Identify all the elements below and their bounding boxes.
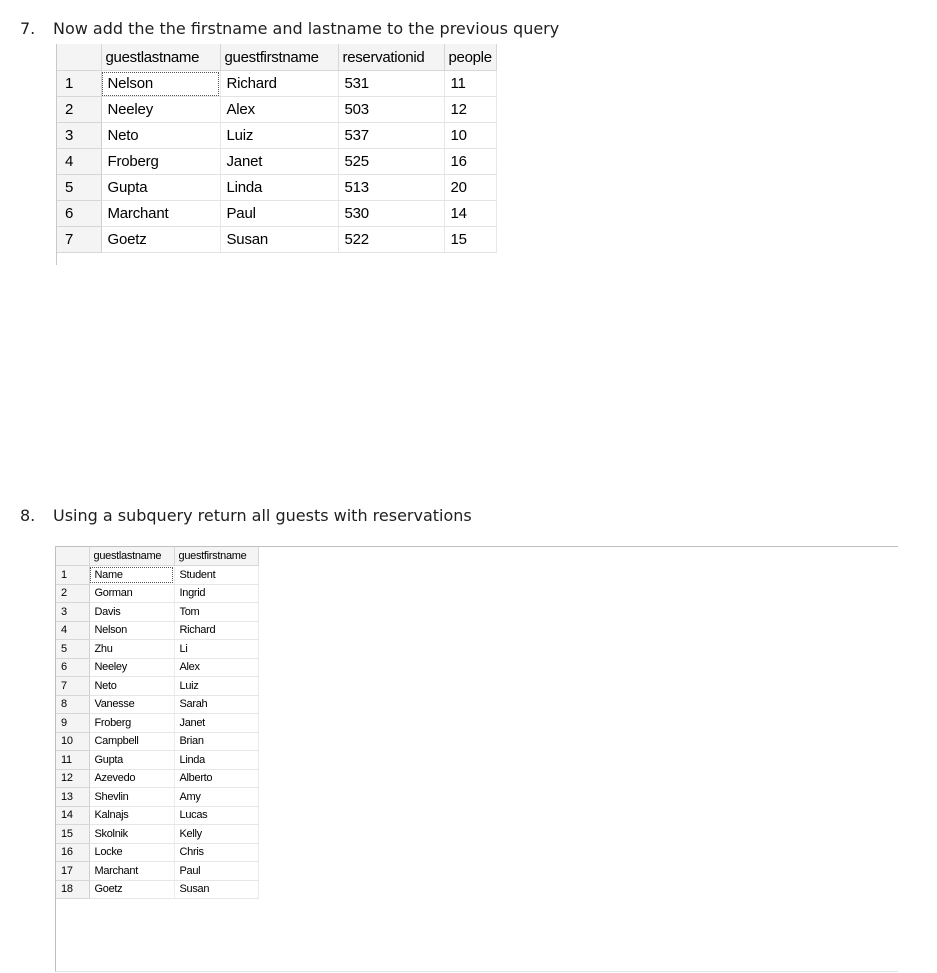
table-row	[56, 769, 258, 788]
table-row	[56, 825, 258, 844]
cell-guestfirstname[interactable]: Alberto	[174, 769, 258, 788]
table-row	[56, 658, 258, 677]
row-number[interactable]: 9	[56, 714, 89, 733]
row-number[interactable]: 2	[57, 97, 101, 123]
cell-reservationid[interactable]: 537	[338, 123, 444, 149]
cell-guestlastname[interactable]: Nelson	[89, 621, 174, 640]
table-row	[56, 751, 258, 770]
question-7	[20, 19, 559, 38]
table-row	[56, 566, 258, 585]
results-table	[57, 44, 497, 253]
row-number[interactable]: 2	[56, 584, 89, 603]
row-number[interactable]: 18	[56, 880, 89, 899]
column-header-guestfirstname[interactable]: guestfirstname	[174, 547, 258, 566]
cell-guestlastname[interactable]: Froberg	[89, 714, 174, 733]
table-row	[56, 640, 258, 659]
row-number[interactable]: 3	[56, 603, 89, 622]
table-row	[56, 880, 258, 899]
column-header-reservationid[interactable]: reservationid	[338, 44, 444, 71]
table-row	[56, 862, 258, 881]
table-row	[57, 175, 496, 201]
table-row	[56, 584, 258, 603]
cell-guestlastname[interactable]: Shevlin	[89, 788, 174, 807]
row-number[interactable]: 3	[57, 123, 101, 149]
cell-guestfirstname[interactable]: Chris	[174, 843, 258, 862]
row-number[interactable]: 12	[56, 769, 89, 788]
table-row	[56, 843, 258, 862]
cell-guestlastname[interactable]: Neto	[101, 123, 220, 149]
cell-guestlastname[interactable]: Goetz	[89, 880, 174, 899]
cell-guestfirstname[interactable]: Susan	[174, 880, 258, 899]
cell-guestlastname[interactable]: Gupta	[89, 751, 174, 770]
cell-guestfirstname[interactable]: Li	[174, 640, 258, 659]
cell-guestlastname[interactable]: Nelson	[101, 71, 220, 97]
cell-people[interactable]: 20	[444, 175, 496, 201]
cell-people[interactable]: 10	[444, 123, 496, 149]
row-number[interactable]: 16	[56, 843, 89, 862]
cell-guestlastname[interactable]: Davis	[89, 603, 174, 622]
table-row	[57, 97, 496, 123]
cell-guestfirstname[interactable]: Janet	[220, 149, 338, 175]
row-number[interactable]: 6	[57, 201, 101, 227]
cell-guestfirstname[interactable]: Luiz	[220, 123, 338, 149]
grid-corner[interactable]	[57, 44, 101, 71]
row-number[interactable]: 5	[57, 175, 101, 201]
cell-people[interactable]: 15	[444, 227, 496, 253]
cell-guestlastname[interactable]: Froberg	[101, 149, 220, 175]
question-8	[20, 506, 472, 525]
cell-guestlastname[interactable]: Campbell	[89, 732, 174, 751]
question-number: 8.	[20, 506, 36, 525]
cell-guestfirstname[interactable]: Kelly	[174, 825, 258, 844]
cell-guestfirstname[interactable]: Alex	[220, 97, 338, 123]
question-text: Now add the the firstname and lastname to the previous query	[53, 19, 560, 38]
cell-guestlastname[interactable]: Gorman	[89, 584, 174, 603]
cell-guestfirstname[interactable]: Paul	[174, 862, 258, 881]
header-row	[56, 547, 258, 566]
cell-guestfirstname[interactable]: Tom	[174, 603, 258, 622]
row-number[interactable]: 11	[56, 751, 89, 770]
column-header-people[interactable]: people	[444, 44, 496, 71]
grid-corner[interactable]	[56, 547, 89, 566]
row-number[interactable]: 15	[56, 825, 89, 844]
cell-guestlastname[interactable]: Gupta	[101, 175, 220, 201]
cell-reservationid[interactable]: 503	[338, 97, 444, 123]
row-number[interactable]: 10	[56, 732, 89, 751]
cell-guestfirstname[interactable]: Susan	[220, 227, 338, 253]
cell-guestfirstname[interactable]: Paul	[220, 201, 338, 227]
table-row	[56, 621, 258, 640]
cell-guestfirstname[interactable]: Amy	[174, 788, 258, 807]
cell-guestfirstname[interactable]: Sarah	[174, 695, 258, 714]
row-number[interactable]: 8	[56, 695, 89, 714]
table-row	[56, 714, 258, 733]
row-number[interactable]: 7	[56, 677, 89, 696]
cell-guestlastname[interactable]: Goetz	[101, 227, 220, 253]
cell-guestlastname[interactable]: Vanesse	[89, 695, 174, 714]
cell-people[interactable]: 11	[444, 71, 496, 97]
row-number[interactable]: 4	[57, 149, 101, 175]
cell-guestlastname[interactable]: Marchant	[89, 862, 174, 881]
row-number[interactable]: 17	[56, 862, 89, 881]
table-row	[57, 201, 496, 227]
cell-guestlastname[interactable]: Kalnajs	[89, 806, 174, 825]
results-grid-query-8[interactable]	[55, 546, 898, 972]
cell-reservationid[interactable]: 525	[338, 149, 444, 175]
cell-guestlastname[interactable]: Neeley	[101, 97, 220, 123]
header-row	[57, 44, 496, 71]
results-grid-query-7[interactable]	[56, 44, 497, 265]
row-number[interactable]: 6	[56, 658, 89, 677]
column-header-guestlastname[interactable]: guestlastname	[101, 44, 220, 71]
row-number[interactable]: 1	[57, 71, 101, 97]
column-header-guestlastname[interactable]: guestlastname	[89, 547, 174, 566]
row-number[interactable]: 7	[57, 227, 101, 253]
table-row	[57, 123, 496, 149]
table-row	[56, 732, 258, 751]
cell-guestfirstname[interactable]: Alex	[174, 658, 258, 677]
cell-guestlastname[interactable]: Zhu	[89, 640, 174, 659]
row-number[interactable]: 5	[56, 640, 89, 659]
question-text: Using a subquery return all guests with reservations	[53, 506, 472, 525]
table-row	[57, 71, 496, 97]
cell-guestfirstname[interactable]: Janet	[174, 714, 258, 733]
cell-guestlastname[interactable]: Locke	[89, 843, 174, 862]
row-number[interactable]: 14	[56, 806, 89, 825]
cell-reservationid[interactable]: 531	[338, 71, 444, 97]
cell-guestfirstname[interactable]: Richard	[220, 71, 338, 97]
cell-guestlastname[interactable]: Neto	[89, 677, 174, 696]
cell-reservationid[interactable]: 522	[338, 227, 444, 253]
cell-people[interactable]: 16	[444, 149, 496, 175]
cell-people[interactable]: 14	[444, 201, 496, 227]
row-number[interactable]: 1	[56, 566, 89, 585]
cell-guestfirstname[interactable]: Ingrid	[174, 584, 258, 603]
table-row	[56, 695, 258, 714]
cell-guestfirstname[interactable]: Richard	[174, 621, 258, 640]
cell-guestfirstname[interactable]: Lucas	[174, 806, 258, 825]
cell-guestlastname[interactable]: Name	[89, 566, 174, 585]
cell-guestfirstname[interactable]: Brian	[174, 732, 258, 751]
table-row	[56, 806, 258, 825]
question-number: 7.	[20, 19, 36, 38]
cell-guestlastname[interactable]: Azevedo	[89, 769, 174, 788]
cell-reservationid[interactable]: 530	[338, 201, 444, 227]
table-row	[57, 149, 496, 175]
table-row	[56, 603, 258, 622]
cell-guestfirstname[interactable]: Luiz	[174, 677, 258, 696]
row-number[interactable]: 4	[56, 621, 89, 640]
cell-guestlastname[interactable]: Neeley	[89, 658, 174, 677]
table-row	[56, 788, 258, 807]
column-header-guestfirstname[interactable]: guestfirstname	[220, 44, 338, 71]
row-number[interactable]: 13	[56, 788, 89, 807]
cell-guestlastname[interactable]: Marchant	[101, 201, 220, 227]
cell-guestfirstname[interactable]: Student	[174, 566, 258, 585]
table-row	[57, 227, 496, 253]
cell-reservationid[interactable]: 513	[338, 175, 444, 201]
table-row	[56, 677, 258, 696]
cell-guestlastname[interactable]: Skolnik	[89, 825, 174, 844]
cell-guestfirstname[interactable]: Linda	[220, 175, 338, 201]
cell-people[interactable]: 12	[444, 97, 496, 123]
results-table	[56, 547, 259, 899]
cell-guestfirstname[interactable]: Linda	[174, 751, 258, 770]
